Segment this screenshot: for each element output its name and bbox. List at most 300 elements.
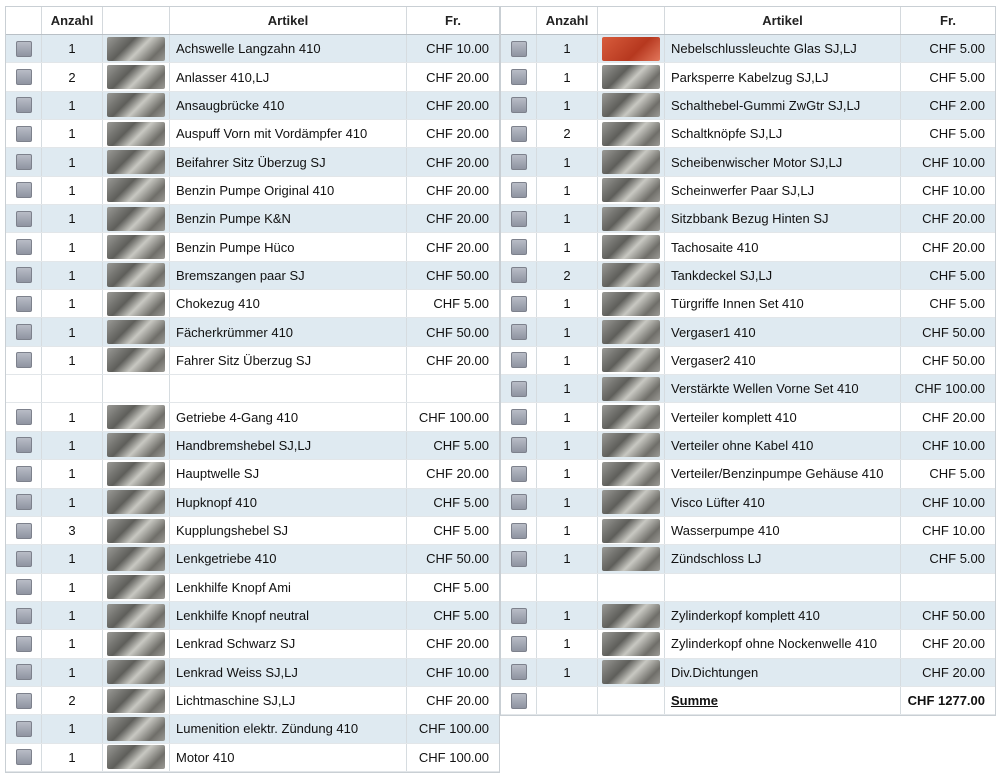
price-cell: CHF 20.00 xyxy=(426,154,489,170)
qty-cell: 1 xyxy=(42,574,103,601)
row-checkbox[interactable] xyxy=(511,296,527,312)
parts-table-left xyxy=(5,6,500,773)
exhaust-thumbnail[interactable] xyxy=(107,122,165,146)
thumbnail-cell xyxy=(103,120,170,147)
fog-lamp-glass-thumbnail[interactable] xyxy=(602,37,660,61)
table-row xyxy=(6,630,499,658)
article-name: Benzin Pumpe Hüco xyxy=(176,239,295,255)
row-checkbox[interactable] xyxy=(16,324,32,340)
table-row xyxy=(501,460,995,488)
thumbnail-cell xyxy=(103,63,170,90)
row-checkbox[interactable] xyxy=(16,97,32,113)
ignition-thumbnail[interactable] xyxy=(107,717,165,741)
table-row xyxy=(6,262,499,290)
knob-thumbnail[interactable] xyxy=(602,122,660,146)
table-row xyxy=(6,233,499,261)
article-cell xyxy=(170,262,407,289)
table-row xyxy=(501,318,995,346)
gaskets-thumbnail[interactable] xyxy=(602,660,660,684)
row-checkbox[interactable] xyxy=(511,182,527,198)
water-pump-thumbnail[interactable] xyxy=(602,519,660,543)
checkbox-cell xyxy=(501,489,537,516)
row-checkbox[interactable] xyxy=(511,97,527,113)
article-name: Motor 410 xyxy=(176,749,235,765)
price-cell: CHF 5.00 xyxy=(929,126,985,142)
thumbnail-cell xyxy=(598,574,665,601)
shaft-thumbnail[interactable] xyxy=(107,462,165,486)
checkbox-cell xyxy=(501,460,537,487)
row-checkbox[interactable] xyxy=(511,211,527,227)
article-name: Schaltknöpfe SJ,LJ xyxy=(671,126,783,142)
qty-cell: 1 xyxy=(42,205,103,232)
article-name: Chokezug 410 xyxy=(176,296,260,312)
table-row xyxy=(501,545,995,573)
seat-cover-thumbnail[interactable] xyxy=(107,150,165,174)
checkbox-cell xyxy=(6,205,42,232)
row-checkbox[interactable] xyxy=(16,437,32,453)
article-name: Anlasser 410,LJ xyxy=(176,69,270,85)
qty-cell xyxy=(537,574,598,601)
qty-cell: 1 xyxy=(537,375,598,402)
qty-cell: 1 xyxy=(42,630,103,657)
table-row xyxy=(6,545,499,573)
article-cell xyxy=(665,318,901,345)
checkbox-cell xyxy=(501,318,537,345)
qty-cell: 1 xyxy=(537,205,598,232)
row-checkbox[interactable] xyxy=(16,551,32,567)
article-name: Lumenition elektr. Zündung 410 xyxy=(176,721,359,737)
row-checkbox[interactable] xyxy=(16,664,32,680)
article-cell xyxy=(170,574,407,601)
clutch-lever-thumbnail[interactable] xyxy=(107,519,165,543)
cable-thumbnail[interactable] xyxy=(602,235,660,259)
article-name: Ansaugbrücke 410 xyxy=(176,97,285,113)
table-row xyxy=(6,687,499,715)
price-cell: CHF 20.00 xyxy=(426,466,489,482)
table-row xyxy=(6,290,499,318)
row-checkbox[interactable] xyxy=(16,636,32,652)
row-checkbox[interactable] xyxy=(511,69,527,85)
table-row xyxy=(6,517,499,545)
article-cell xyxy=(665,630,901,657)
fuel-pump-thumbnail[interactable] xyxy=(107,207,165,231)
checkbox-cell xyxy=(501,403,537,430)
table-header xyxy=(6,7,499,35)
price-cell: CHF 20.00 xyxy=(426,636,489,652)
checkbox-cell xyxy=(501,63,537,90)
cylinder-head-thumbnail[interactable] xyxy=(602,632,660,656)
thumbnail-cell xyxy=(598,35,665,62)
article-name: Verstärkte Wellen Vorne Set 410 xyxy=(671,381,859,397)
qty-cell: 1 xyxy=(42,233,103,260)
qty-cell: 1 xyxy=(537,489,598,516)
horn-button-thumbnail[interactable] xyxy=(107,490,165,514)
row-checkbox[interactable] xyxy=(16,267,32,283)
price-cell: CHF 50.00 xyxy=(922,352,985,368)
article-column-header: Artikel xyxy=(170,7,407,34)
qty-cell: 3 xyxy=(42,517,103,544)
qty-cell: 1 xyxy=(42,432,103,459)
article-name: Getriebe 4-Gang 410 xyxy=(176,409,299,425)
article-cell xyxy=(170,460,407,487)
thumbnail-cell xyxy=(103,687,170,714)
article-cell xyxy=(665,460,901,487)
price-cell: CHF 10.00 xyxy=(922,182,985,198)
qty-cell: 1 xyxy=(537,148,598,175)
steering-wheel-thumbnail[interactable] xyxy=(107,632,165,656)
distributor-thumbnail[interactable] xyxy=(602,405,660,429)
qty-cell: 1 xyxy=(42,318,103,345)
table-row xyxy=(501,659,995,687)
row-checkbox[interactable] xyxy=(511,466,527,482)
price-cell: CHF 5.00 xyxy=(929,466,985,482)
row-checkbox[interactable] xyxy=(511,381,527,397)
article-cell xyxy=(170,375,407,402)
qty-cell: 1 xyxy=(537,659,598,686)
qty-cell: 1 xyxy=(42,262,103,289)
row-checkbox[interactable] xyxy=(511,551,527,567)
article-cell xyxy=(665,347,901,374)
distributor-thumbnail[interactable] xyxy=(602,433,660,457)
table-row xyxy=(501,63,995,91)
price-cell: CHF 5.00 xyxy=(433,494,489,510)
carburetor-thumbnail[interactable] xyxy=(602,348,660,372)
article-name: Tankdeckel SJ,LJ xyxy=(671,267,773,283)
checkbox-cell xyxy=(501,375,537,402)
thumbnail-cell xyxy=(598,262,665,289)
checkbox-cell xyxy=(6,687,42,714)
checkbox-cell xyxy=(501,120,537,147)
article-cell xyxy=(170,602,407,629)
thumbnail-cell xyxy=(598,148,665,175)
price-cell: CHF 5.00 xyxy=(433,579,489,595)
article-name: Kupplungshebel SJ xyxy=(176,523,289,539)
table-row xyxy=(6,318,499,346)
article-name: Hupknopf 410 xyxy=(176,494,257,510)
price-cell: CHF 10.00 xyxy=(922,523,985,539)
checkbox-cell xyxy=(6,262,42,289)
row-checkbox[interactable] xyxy=(16,69,32,85)
article-cell xyxy=(170,177,407,204)
thumbnail-cell xyxy=(103,744,170,771)
total-label: Summe xyxy=(671,693,718,709)
article-name: Bremszangen paar SJ xyxy=(176,267,305,283)
row-checkbox[interactable] xyxy=(511,267,527,283)
price-cell: CHF 10.00 xyxy=(922,437,985,453)
price-cell: CHF 100.00 xyxy=(418,721,489,737)
row-checkbox[interactable] xyxy=(16,182,32,198)
qty-column-header: Anzahl xyxy=(42,7,103,34)
article-cell xyxy=(170,120,407,147)
thumbnail-cell xyxy=(103,602,170,629)
row-checkbox[interactable] xyxy=(511,437,527,453)
article-name: Achswelle Langzahn 410 xyxy=(176,41,321,57)
article-name: Beifahrer Sitz Überzug SJ xyxy=(176,154,326,170)
thumbnail-cell xyxy=(103,177,170,204)
table-row xyxy=(6,35,499,63)
table-header xyxy=(501,7,995,35)
qty-cell: 1 xyxy=(537,63,598,90)
checkbox-cell xyxy=(501,517,537,544)
row-checkbox[interactable] xyxy=(511,324,527,340)
rubber-boot-thumbnail[interactable] xyxy=(602,93,660,117)
article-name: Fahrer Sitz Überzug SJ xyxy=(176,352,312,368)
table-row xyxy=(6,602,499,630)
row-checkbox[interactable] xyxy=(16,721,32,737)
checkbox-cell xyxy=(6,318,42,345)
row-checkbox[interactable] xyxy=(16,608,32,624)
price-cell: CHF 5.00 xyxy=(433,608,489,624)
article-cell xyxy=(665,489,901,516)
qty-cell: 1 xyxy=(537,177,598,204)
checkbox-cell xyxy=(501,177,537,204)
thumbnail-cell xyxy=(598,403,665,430)
article-cell xyxy=(170,63,407,90)
fuel-pump-thumbnail[interactable] xyxy=(107,235,165,259)
thumbnail-cell xyxy=(598,205,665,232)
table-row xyxy=(501,489,995,517)
cylinder-head-thumbnail[interactable] xyxy=(602,604,660,628)
article-cell xyxy=(665,290,901,317)
knob-thumbnail[interactable] xyxy=(107,604,165,628)
article-name: Scheibenwischer Motor SJ,LJ xyxy=(671,154,843,170)
thumbnail-cell xyxy=(103,574,170,601)
price-cell: CHF 20.00 xyxy=(922,211,985,227)
article-cell xyxy=(170,659,407,686)
row-checkbox[interactable] xyxy=(511,409,527,425)
alternator-thumbnail[interactable] xyxy=(107,689,165,713)
checkbox-cell xyxy=(501,233,537,260)
price-cell: CHF 20.00 xyxy=(922,239,985,255)
qty-cell: 1 xyxy=(42,659,103,686)
checkbox-cell xyxy=(6,715,42,742)
intake-manifold-thumbnail[interactable] xyxy=(107,93,165,117)
row-checkbox[interactable] xyxy=(16,126,32,142)
starter-thumbnail[interactable] xyxy=(107,65,165,89)
price-cell: CHF 5.00 xyxy=(929,551,985,567)
qty-cell: 1 xyxy=(537,233,598,260)
thumbnail-cell xyxy=(103,375,170,402)
article-cell xyxy=(170,92,407,119)
header-thumbnail[interactable] xyxy=(107,320,165,344)
price-cell: CHF 5.00 xyxy=(433,523,489,539)
row-checkbox[interactable] xyxy=(511,154,527,170)
article-cell xyxy=(665,177,901,204)
article-name: Parksperre Kabelzug SJ,LJ xyxy=(671,69,829,85)
row-checkbox[interactable] xyxy=(16,579,32,595)
thumbnail-cell xyxy=(598,460,665,487)
checkbox-cell xyxy=(6,432,42,459)
checkbox-column-header xyxy=(6,7,42,34)
price-cell: CHF 20.00 xyxy=(426,182,489,198)
thumbnail-cell xyxy=(103,205,170,232)
table-row xyxy=(501,290,995,318)
table-row xyxy=(501,205,995,233)
price-cell: CHF 10.00 xyxy=(426,664,489,680)
brake-calipers-thumbnail[interactable] xyxy=(107,263,165,287)
shafts-thumbnail[interactable] xyxy=(602,377,660,401)
ignition-lock-thumbnail[interactable] xyxy=(602,547,660,571)
checkbox-cell xyxy=(6,403,42,430)
qty-cell: 1 xyxy=(537,517,598,544)
table-row xyxy=(501,517,995,545)
table-row xyxy=(6,148,499,176)
article-cell xyxy=(170,233,407,260)
qty-cell: 1 xyxy=(42,177,103,204)
price-cell: CHF 20.00 xyxy=(922,409,985,425)
checkbox-cell xyxy=(501,545,537,572)
price-cell: CHF 10.00 xyxy=(922,494,985,510)
article-name: Handbremshebel SJ,LJ xyxy=(176,437,312,453)
price-cell: CHF 5.00 xyxy=(433,296,489,312)
qty-cell: 1 xyxy=(42,120,103,147)
article-cell xyxy=(665,602,901,629)
checkbox-cell xyxy=(501,602,537,629)
price-cell: CHF 10.00 xyxy=(922,154,985,170)
seat-cover-thumbnail[interactable] xyxy=(107,348,165,372)
total-label-cell xyxy=(665,687,901,714)
article-cell xyxy=(665,92,901,119)
article-name: Benzin Pumpe K&N xyxy=(176,211,291,227)
lever-thumbnail[interactable] xyxy=(107,433,165,457)
row-checkbox[interactable] xyxy=(16,409,32,425)
price-cell: CHF 100.00 xyxy=(418,749,489,765)
row-checkbox[interactable] xyxy=(16,693,32,709)
row-checkbox[interactable] xyxy=(511,352,527,368)
door-handles-thumbnail[interactable] xyxy=(602,292,660,316)
qty-cell: 1 xyxy=(42,403,103,430)
article-cell xyxy=(665,432,901,459)
row-checkbox[interactable] xyxy=(16,523,32,539)
article-cell xyxy=(665,375,901,402)
price-cell: CHF 5.00 xyxy=(929,41,985,57)
checkbox-cell xyxy=(6,148,42,175)
article-name: Vergaser1 410 xyxy=(671,324,756,340)
wiper-motor-thumbnail[interactable] xyxy=(602,150,660,174)
knob-thumbnail[interactable] xyxy=(107,575,165,599)
article-cell xyxy=(665,659,901,686)
row-checkbox[interactable] xyxy=(16,494,32,510)
seat-cover-thumbnail[interactable] xyxy=(602,207,660,231)
table-row xyxy=(6,120,499,148)
row-checkbox[interactable] xyxy=(16,211,32,227)
price-cell xyxy=(407,375,499,402)
qty-cell: 1 xyxy=(537,545,598,572)
checkbox-cell xyxy=(6,63,42,90)
price-cell: CHF 20.00 xyxy=(922,636,985,652)
checkbox-cell xyxy=(501,205,537,232)
article-name: Fächerkrümmer 410 xyxy=(176,324,294,340)
row-checkbox[interactable] xyxy=(511,494,527,510)
article-name: Lichtmaschine SJ,LJ xyxy=(176,693,296,709)
headlights-thumbnail[interactable] xyxy=(602,178,660,202)
qty-cell: 1 xyxy=(537,318,598,345)
row-checkbox[interactable] xyxy=(511,693,527,709)
table-row xyxy=(6,715,499,743)
article-column-header: Artikel xyxy=(665,7,901,34)
article-name: Tachosaite 410 xyxy=(671,239,759,255)
article-name: Lenkrad Schwarz SJ xyxy=(176,636,296,652)
row-checkbox[interactable] xyxy=(16,466,32,482)
article-cell xyxy=(170,545,407,572)
article-name: Hauptwelle SJ xyxy=(176,466,260,482)
cable-thumbnail[interactable] xyxy=(602,65,660,89)
checkbox-cell xyxy=(6,545,42,572)
axle-shaft-thumbnail[interactable] xyxy=(107,37,165,61)
steering-wheel-thumbnail[interactable] xyxy=(107,660,165,684)
image-column-header xyxy=(103,7,170,34)
article-cell xyxy=(170,715,407,742)
article-cell xyxy=(170,290,407,317)
fuel-pump-thumbnail[interactable] xyxy=(107,178,165,202)
steering-box-thumbnail[interactable] xyxy=(107,547,165,571)
tank-cap-thumbnail[interactable] xyxy=(602,263,660,287)
thumbnail-cell xyxy=(103,630,170,657)
qty-cell: 2 xyxy=(537,120,598,147)
price-cell: CHF 20.00 xyxy=(426,126,489,142)
thumbnail-cell xyxy=(598,92,665,119)
table-row xyxy=(501,262,995,290)
article-cell xyxy=(665,63,901,90)
row-checkbox[interactable] xyxy=(511,636,527,652)
fan-thumbnail[interactable] xyxy=(602,490,660,514)
row-checkbox[interactable] xyxy=(16,154,32,170)
qty-cell: 2 xyxy=(42,63,103,90)
thumbnail-cell xyxy=(103,517,170,544)
row-checkbox[interactable] xyxy=(16,239,32,255)
checkbox-column-header xyxy=(501,7,537,34)
article-name: Lenkhilfe Knopf Ami xyxy=(176,579,291,595)
row-checkbox[interactable] xyxy=(511,523,527,539)
row-checkbox[interactable] xyxy=(511,608,527,624)
qty-cell: 1 xyxy=(537,290,598,317)
price-column-header: Fr. xyxy=(940,13,956,28)
price-cell: CHF 5.00 xyxy=(929,69,985,85)
row-checkbox[interactable] xyxy=(16,41,32,57)
row-checkbox[interactable] xyxy=(16,749,32,765)
thumbnail-cell xyxy=(103,347,170,374)
gearbox-thumbnail[interactable] xyxy=(107,405,165,429)
cable-thumbnail[interactable] xyxy=(107,292,165,316)
checkbox-cell xyxy=(501,262,537,289)
row-checkbox[interactable] xyxy=(511,239,527,255)
row-checkbox[interactable] xyxy=(511,664,527,680)
qty-cell: 1 xyxy=(537,347,598,374)
row-checkbox[interactable] xyxy=(16,296,32,312)
qty-cell: 1 xyxy=(537,432,598,459)
price-cell: CHF 5.00 xyxy=(433,437,489,453)
article-cell xyxy=(665,35,901,62)
row-checkbox[interactable] xyxy=(511,41,527,57)
qty-cell: 1 xyxy=(42,545,103,572)
article-name: Benzin Pumpe Original 410 xyxy=(176,182,335,198)
engine-thumbnail[interactable] xyxy=(107,745,165,769)
article-cell xyxy=(170,432,407,459)
checkbox-cell xyxy=(501,290,537,317)
thumbnail-cell xyxy=(103,290,170,317)
article-cell xyxy=(170,744,407,771)
row-checkbox[interactable] xyxy=(511,126,527,142)
total-row xyxy=(501,687,995,715)
carburetor-thumbnail[interactable] xyxy=(602,320,660,344)
housing-thumbnail[interactable] xyxy=(602,462,660,486)
checkbox-cell xyxy=(6,347,42,374)
qty-cell: 1 xyxy=(42,744,103,771)
thumbnail-cell xyxy=(103,403,170,430)
qty-cell: 1 xyxy=(42,602,103,629)
article-name: Auspuff Vorn mit Vordämpfer 410 xyxy=(176,126,368,142)
row-checkbox[interactable] xyxy=(16,352,32,368)
